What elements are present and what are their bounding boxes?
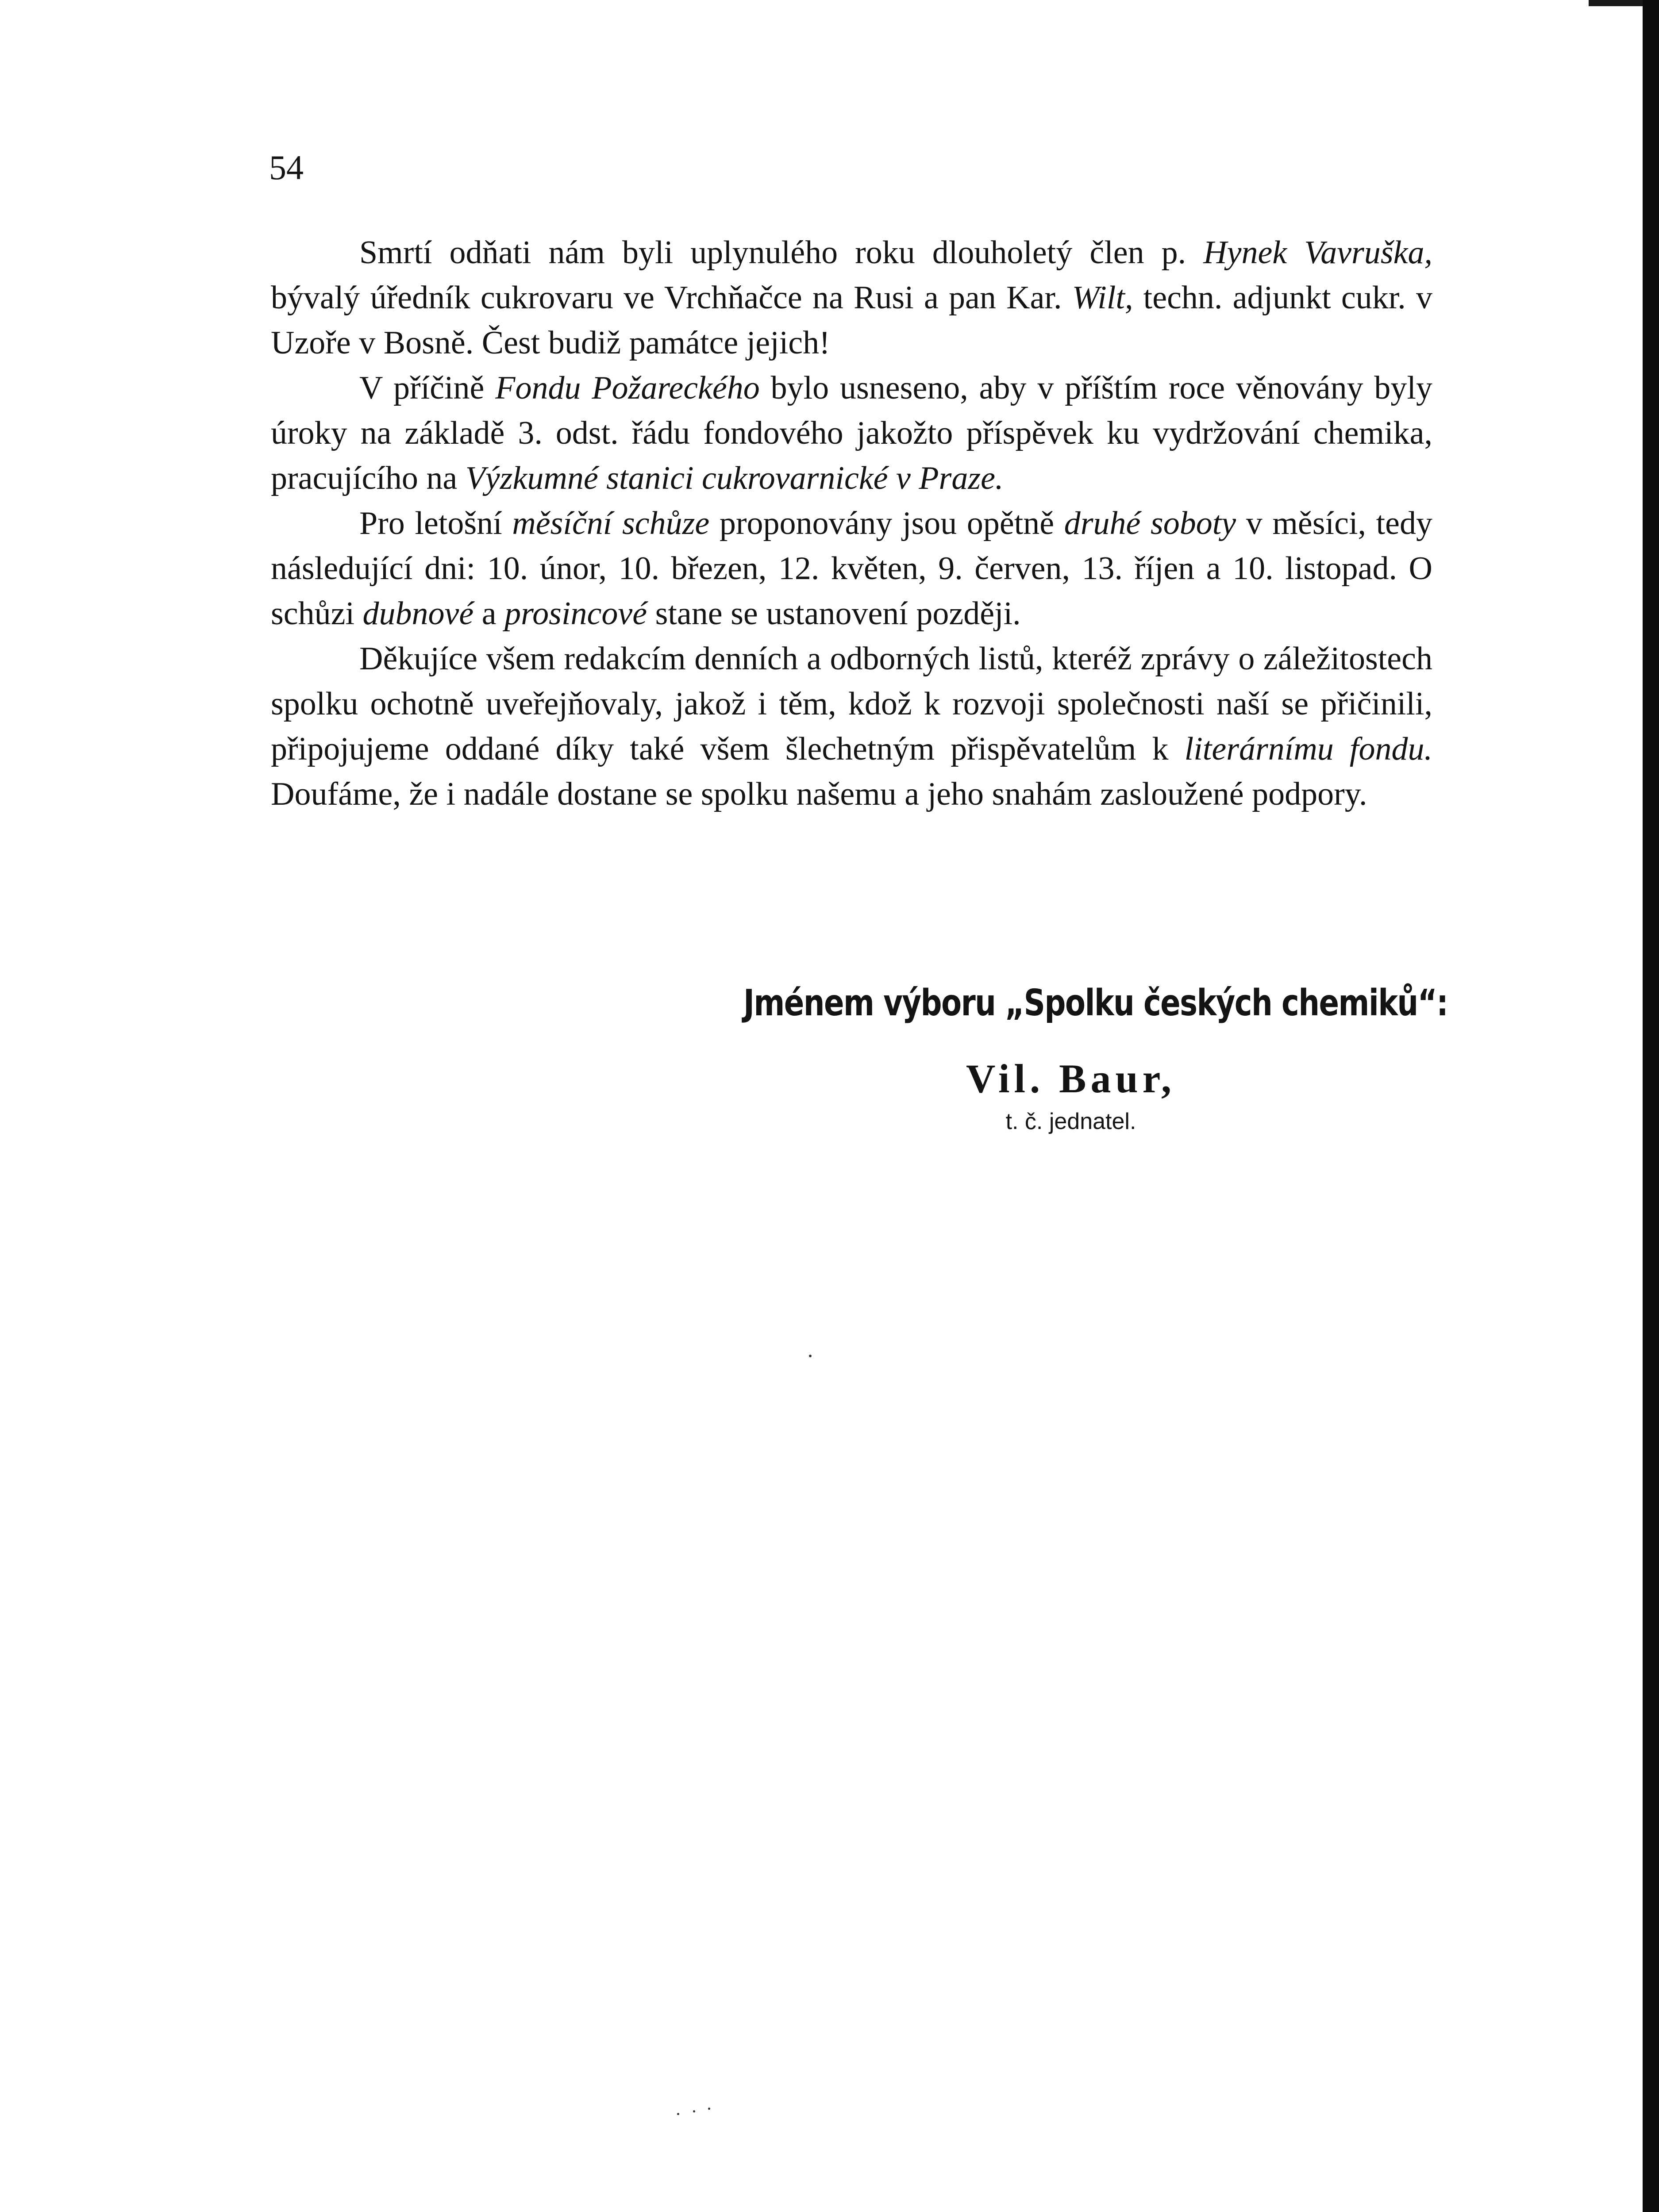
italic-run: Wilt,: [1072, 280, 1133, 316]
text-run: v měsíci, tedy následující dni: 10. únor, 10. březen, 12. květen, 9. červen, 13. říjen a 10. listopad. O schůzi: [271, 505, 1432, 632]
text-run: Děkujíce všem redakcím denních a odborných listů, kteréž zprávy o záležitostech spolku ochotně uveřejňovaly, jakož i těm, kdož k rozvoji společnosti naší se přičinili, připojujeme oddané díky také všem šlechetným přispěvatelům k: [271, 641, 1432, 767]
text-run: proponovány jsou opětně: [709, 505, 1064, 541]
paragraph-obituary: [271, 230, 1432, 365]
body-text: [271, 230, 1432, 817]
italic-run: prosincové: [504, 595, 647, 632]
text-run: Doufáme, že i nadále dostane se spolku našemu a jeho snahám zasloužené podpory.: [271, 776, 1367, 812]
text-run: V příčině: [359, 370, 496, 406]
scan-speck: [809, 1355, 812, 1357]
paragraph-fund: [271, 365, 1432, 501]
signature-name: Vil. Baur,: [966, 1056, 1176, 1101]
italic-run: dubnové: [362, 595, 474, 632]
italic-run: Fondu Požareckého: [495, 370, 760, 406]
paragraph-thanks: [271, 636, 1432, 817]
italic-run: měsíční schůze: [512, 505, 710, 541]
signature-role: t. č. jednatel.: [1005, 1109, 1136, 1134]
paragraph-meetings: [271, 501, 1432, 636]
page-number: 54: [269, 148, 304, 187]
scan-edge-top: [1589, 0, 1644, 6]
signature-heading: Jménem výboru „Spolku českých chemiků“:: [743, 982, 1448, 1024]
scan-speck: [693, 2110, 695, 2112]
text-run: bylo usneseno, aby v příštím roce věnovány byly úroky na základě 3. odst. řádu fondového jakožto příspěvek ku vydržování chemika, pracujícího na: [271, 370, 1432, 496]
text-run: stane se ustanovení později.: [647, 595, 1021, 632]
text-run: a: [473, 595, 505, 632]
italic-run: literárnímu fondu.: [1184, 731, 1432, 767]
text-run: Smrtí odňati nám byli uplynulého roku dlouholetý člen p.: [359, 234, 1204, 271]
italic-run: Hynek Vavruška,: [1203, 234, 1433, 271]
scan-speck: [708, 2108, 710, 2110]
scan-speck: [677, 2113, 679, 2115]
scan-edge-right: [1643, 0, 1659, 2212]
italic-run: druhé soboty: [1064, 505, 1236, 541]
text-run: bývalý úředník cukrovaru ve Vrchňačce na Rusi a pan Kar.: [271, 280, 1072, 316]
text-run: techn. adjunkt cukr. v Uzoře v Bosně. Čest budiž památce jejich!: [271, 280, 1432, 361]
italic-run: Výzkumné stanici cukrovarnické v Praze.: [465, 460, 1004, 496]
text-run: Pro letošní: [359, 505, 512, 541]
